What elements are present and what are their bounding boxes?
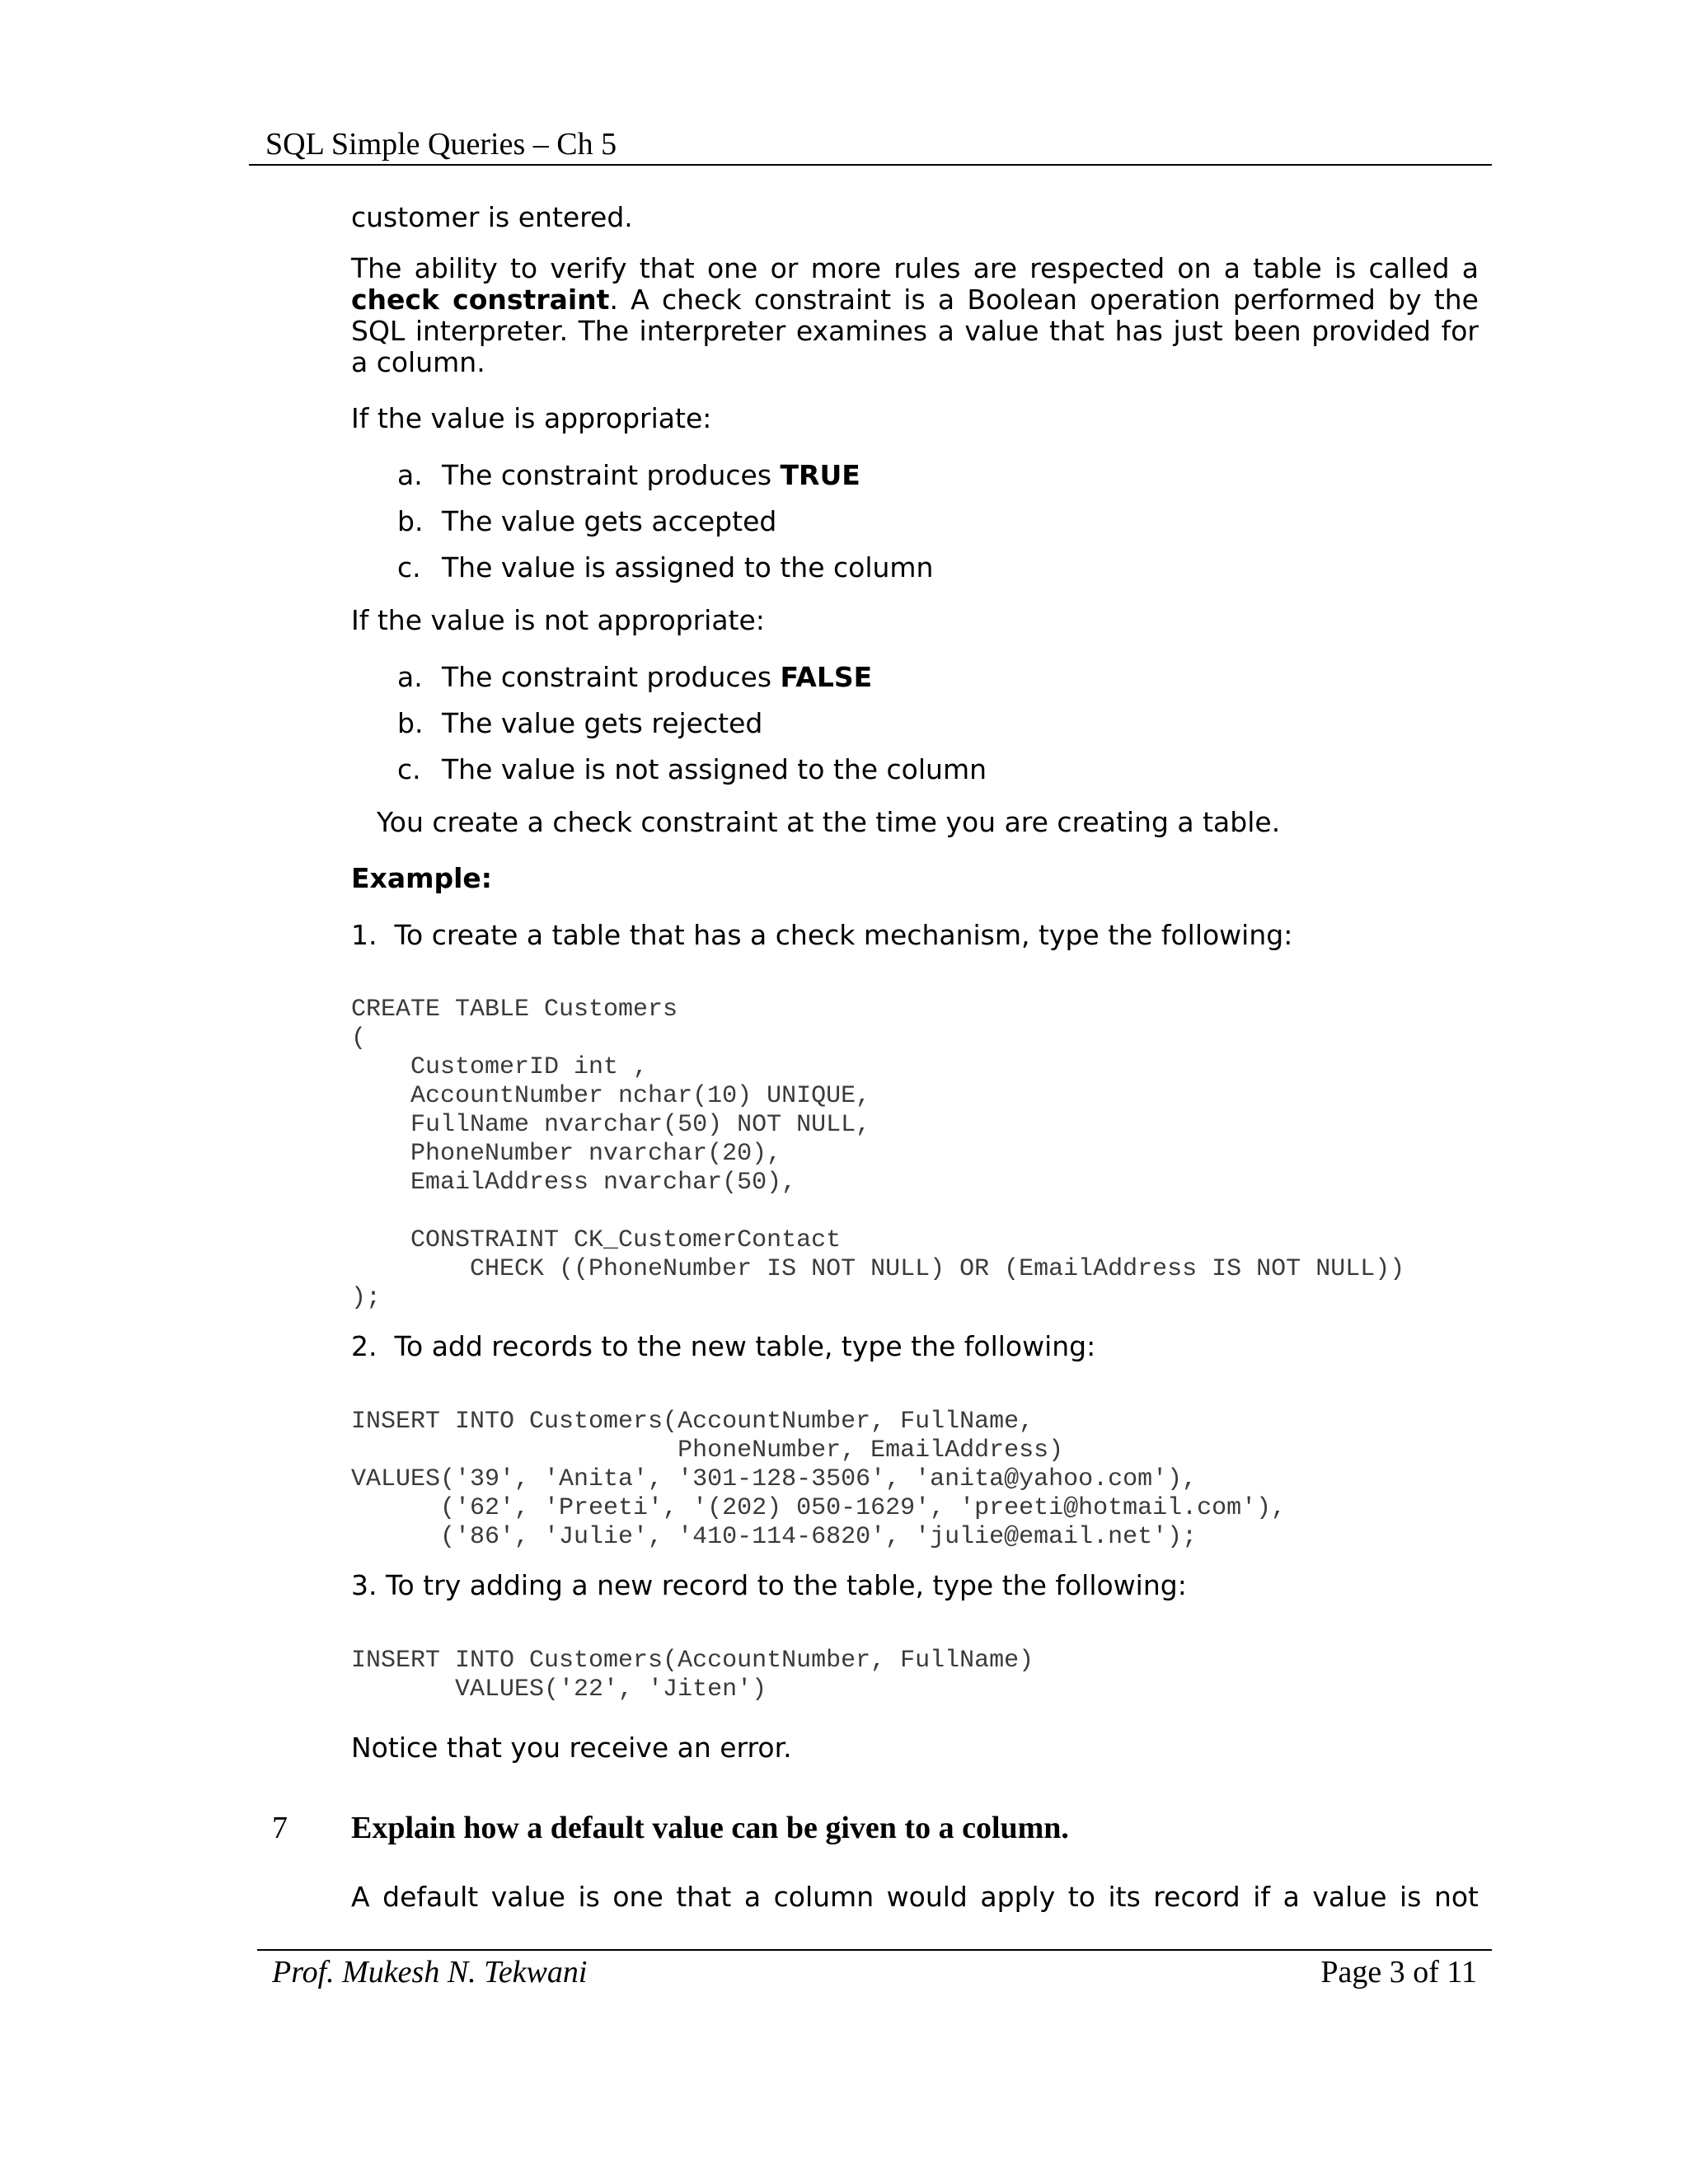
appropriate-intro: If the value is appropriate: bbox=[351, 402, 712, 434]
list-marker: a. bbox=[397, 661, 423, 693]
list-marker: c. bbox=[397, 753, 421, 785]
code-block-insert: INSERT INTO Customers(AccountNumber, FullName, PhoneNumber, EmailAddress) VALUES('39', 'Anita', '301-128-3506', 'anita@yahoo.com'), ('62', 'Preeti', '(202) 050-1629', 'preeti@hotmail.com'), ('86', 'Julie', '410-114-6820', 'julie@email.net'); bbox=[351, 1408, 1287, 1551]
list-marker: b. bbox=[397, 505, 424, 537]
continuation-text: customer is entered. bbox=[351, 201, 633, 233]
step-3: 3. To try adding a new record to the table, type the following: bbox=[351, 1569, 1187, 1601]
check-constraint-term: check constraint bbox=[351, 284, 610, 316]
code-block-create-table: CREATE TABLE Customers ( CustomerID int , AccountNumber nchar(10) UNIQUE, FullName nvarchar(50) NOT NULL, PhoneNumber nvarchar(20), EmailAddress nvarchar(50), CONSTRAINT CK_CustomerContact CHECK ((PhoneNumber IS NOT NULL) OR (EmailAddress IS NOT NULL)) ); bbox=[351, 996, 1405, 1312]
list-marker: b. bbox=[397, 707, 424, 739]
list-text: The constraint produces bbox=[442, 661, 781, 693]
paragraph-text: The ability to verify that one or more rules are respected on a table is called a bbox=[351, 252, 1479, 284]
example-label: Example: bbox=[351, 862, 492, 894]
list-item bbox=[397, 460, 860, 491]
list-text: The value is not assigned to the column bbox=[442, 753, 987, 785]
question-number: 7 bbox=[272, 1811, 288, 1845]
default-value-paragraph: A default value is one that a column would apply to its record if a value is not bbox=[351, 1881, 1479, 1913]
false-keyword: FALSE bbox=[780, 661, 873, 693]
list-item bbox=[397, 552, 933, 583]
footer-author: Prof. Mukesh N. Tekwani bbox=[272, 1955, 588, 1990]
step-2: 2. To add records to the new table, type the following: bbox=[351, 1330, 1096, 1362]
list-item bbox=[397, 708, 762, 739]
true-keyword: TRUE bbox=[780, 459, 860, 491]
page-number: Page 3 of 11 bbox=[1320, 1955, 1477, 1990]
code-block-insert-error: INSERT INTO Customers(AccountNumber, FullName) VALUES('22', 'Jiten') bbox=[351, 1647, 1034, 1704]
list-text: The value is assigned to the column bbox=[442, 551, 934, 583]
list-marker: c. bbox=[397, 551, 421, 583]
create-note: You create a check constraint at the time you are creating a table. bbox=[377, 806, 1281, 838]
notice-text: Notice that you receive an error. bbox=[351, 1732, 792, 1764]
not-appropriate-intro: If the value is not appropriate: bbox=[351, 604, 765, 636]
footer-divider bbox=[257, 1949, 1492, 1951]
list-text: The constraint produces bbox=[442, 459, 781, 491]
list-item bbox=[397, 754, 987, 785]
list-text: The value gets rejected bbox=[442, 707, 763, 739]
list-marker: a. bbox=[397, 459, 423, 491]
header-divider bbox=[249, 164, 1492, 166]
question-heading: Explain how a default value can be given to a column. bbox=[351, 1811, 1069, 1845]
step-1: 1. To create a table that has a check mechanism, type the following: bbox=[351, 919, 1293, 951]
list-item bbox=[397, 506, 776, 537]
check-constraint-paragraph bbox=[351, 253, 1479, 378]
document-title: SQL Simple Queries – Ch 5 bbox=[265, 127, 617, 162]
list-item bbox=[397, 662, 872, 693]
paragraph-text: . A check constraint is a Boolean operation performed by the SQL interpreter. The interpreter examines a value that has just been provided for a column. bbox=[351, 284, 1479, 378]
list-text: The value gets accepted bbox=[442, 505, 777, 537]
